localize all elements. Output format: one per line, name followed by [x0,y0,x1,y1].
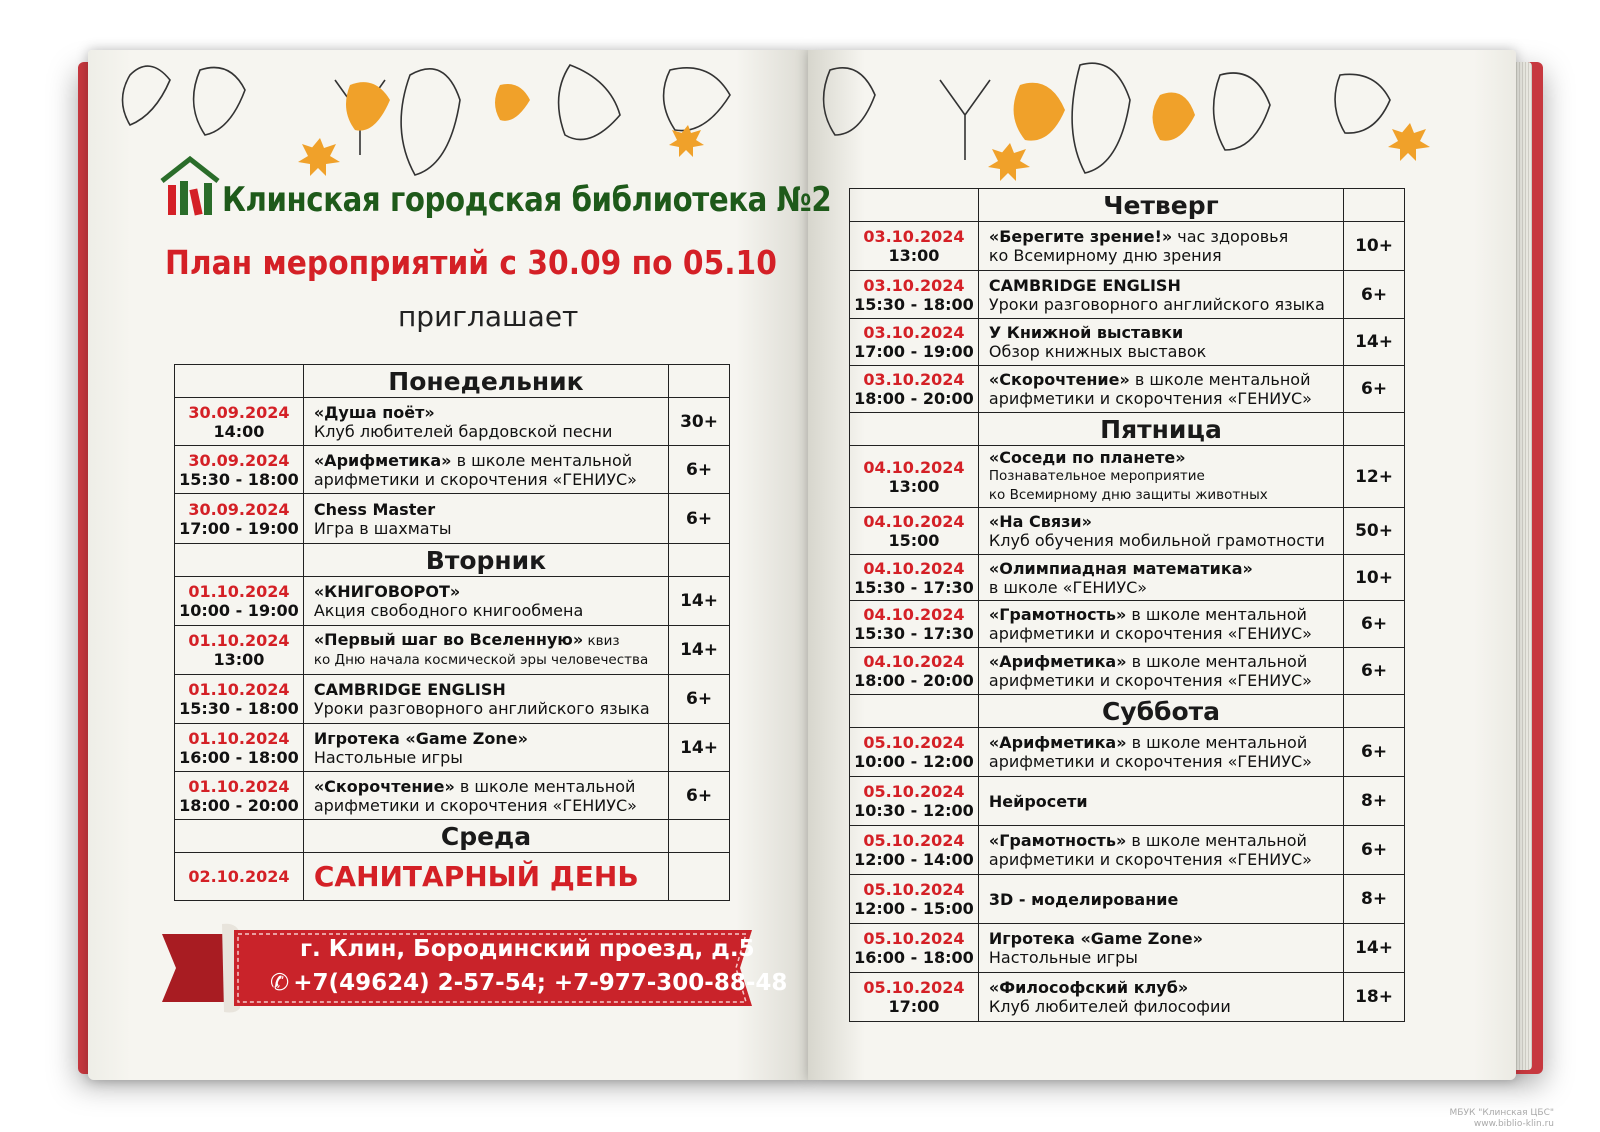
event-date: 03.10.2024 [863,323,965,342]
event-time: 13:00 [888,246,940,265]
event-desc: арифметики и скорочтения «ГЕНИУС» [988,752,1312,771]
event-desc: Акция свободного книгообмена [313,601,584,620]
table-row [850,508,1405,555]
event-time: 17:00 - 19:00 [179,518,299,538]
event-desc: Настольные игры [313,747,463,767]
event-date: 30.09.2024 [188,499,290,519]
event-age: 6+ [669,772,730,820]
phone-numbers: +7(49624) 2-57-54; +7-977-300-88-48 [293,970,788,996]
event-name-suffix: в школе ментальной [451,450,633,470]
table-row [175,577,730,626]
event-name-suffix: в школе ментальной [1126,605,1307,624]
event-time: 14:00 [213,421,265,441]
day-name: Суббота [978,695,1343,728]
event-name: «Скорочтение» [313,776,455,796]
event-date: 01.10.2024 [188,776,290,796]
event-date: 01.10.2024 [188,631,290,650]
event-desc-2: ко Всемирному дню защиты животных [988,487,1268,503]
event-name-suffix: в школе ментальной [1126,652,1308,671]
right-schedule-table [849,188,1405,1022]
table-row [850,826,1405,875]
event-desc: арифметики и скорочтения «ГЕНИУС» [313,469,637,489]
event-name-suffix: в школе ментальной [1129,370,1311,389]
event-name: Нейросети [988,791,1088,811]
event-name: CAMBRIDGE ENGLISH [988,275,1181,295]
event-age: 50+ [1344,508,1405,555]
table-row [175,675,730,724]
event-time: 10:00 - 19:00 [179,601,299,620]
day-header-monday [175,365,730,398]
day-name: Четверг [978,189,1343,222]
event-date: 05.10.2024 [863,733,965,752]
left-schedule-table [174,364,730,901]
event-name-suffix: час здоровья [1172,227,1289,246]
event-time: 12:00 - 14:00 [854,850,974,869]
event-name: Игротека «Game Zone» [313,728,528,748]
event-desc: Клуб любителей бардовской песни [313,421,613,441]
event-age: 6+ [1344,366,1405,413]
credit-org: МБУК "Клинская ЦБС" [1449,1108,1554,1118]
address: г. Клин, Бородинский проезд, д.5 [300,936,755,962]
event-time: 18:00 - 20:00 [179,795,299,815]
table-row [850,319,1405,366]
event-desc: Уроки разговорного английского языка [313,699,650,718]
event-name: «Арифметика» [988,652,1127,671]
plan-title: План мероприятий с 30.09 по 05.10 [165,243,777,282]
event-age: 6+ [1344,271,1405,319]
event-date: 30.09.2024 [188,450,290,470]
event-date: 04.10.2024 [863,652,965,671]
event-time: 16:00 - 18:00 [179,747,299,767]
table-row [850,366,1405,413]
event-time: 15:00 [888,531,940,550]
event-desc: Уроки разговорного английского языка [988,294,1325,314]
event-date: 01.10.2024 [188,728,290,748]
event-name: «Скорочтение» [988,370,1130,389]
event-age: 6+ [669,494,730,544]
event-desc: Клуб любителей философии [988,997,1231,1016]
event-age: 12+ [1344,446,1405,508]
table-row [850,924,1405,973]
table-row [850,601,1405,648]
event-age: 14+ [1344,924,1405,973]
event-age: 14+ [669,724,730,772]
event-age: 10+ [1344,222,1405,271]
table-row [175,724,730,772]
autumn-leaves-right [800,55,1460,185]
table-row [175,626,730,675]
credit-site: www.biblio-klin.ru [1473,1119,1554,1129]
event-time: 10:00 - 12:00 [854,752,974,771]
event-date: 05.10.2024 [863,880,965,899]
event-name: «Арифметика» [988,733,1127,752]
event-time: 17:00 [888,997,940,1016]
day-name: Среда [303,820,668,853]
event-desc: Игра в шахматы [313,518,452,538]
event-age: 6+ [1344,728,1405,777]
event-name-suffix: в школе ментальной [1126,831,1307,850]
event-age: 6+ [1344,601,1405,648]
event-date: 04.10.2024 [863,558,965,578]
event-desc: ко Всемирному дню зрения [988,246,1222,265]
event-age: 30+ [669,398,730,446]
event-date: 03.10.2024 [863,370,965,389]
event-age: 10+ [1344,555,1405,601]
event-time: 12:00 - 15:00 [854,899,974,918]
event-time: 13:00 [213,650,265,669]
event-name: «Берегите зрение!» [988,227,1173,246]
event-name: «Душа поёт» [313,402,435,422]
table-row [175,853,730,901]
day-header-thursday [850,189,1405,222]
event-time: 15:30 - 18:00 [179,469,299,489]
event-name: У Книжной выставки [988,323,1184,342]
day-name: Пятница [978,413,1343,446]
event-desc: Клуб обучения мобильной грамотности [988,531,1325,550]
event-time: 15:30 - 18:00 [179,699,299,718]
event-age: 8+ [1344,777,1405,826]
day-header-saturday [850,695,1405,728]
event-desc: арифметики и скорочтения «ГЕНИУС» [988,389,1312,408]
event-name: «Грамотность» [988,831,1127,850]
event-date: 03.10.2024 [863,227,965,246]
event-desc: арифметики и скорочтения «ГЕНИУС» [313,795,637,815]
event-name: «Философский клуб» [988,978,1189,997]
event-name: «Соседи по планете» [988,448,1186,467]
day-header-friday [850,413,1405,446]
sanitary-day-note: САНИТАРНЫЙ ДЕНЬ [303,853,668,901]
event-age: 6+ [669,675,730,724]
table-row [850,875,1405,924]
event-desc: арифметики и скорочтения «ГЕНИУС» [988,624,1312,643]
event-desc: арифметики и скорочтения «ГЕНИУС» [988,850,1312,869]
event-date: 04.10.2024 [863,605,965,624]
event-name: «На Связи» [988,512,1092,531]
event-desc: в школе «ГЕНИУС» [988,577,1148,597]
event-time: 17:00 - 19:00 [854,342,974,361]
event-age: 14+ [669,577,730,626]
event-age: 18+ [1344,973,1405,1022]
event-desc: Обзор книжных выставок [988,342,1207,361]
event-age: 14+ [669,626,730,675]
table-row [175,772,730,820]
event-time: 15:30 - 18:00 [854,294,974,314]
event-time: 18:00 - 20:00 [854,389,974,408]
event-date: 05.10.2024 [863,929,965,948]
event-name: «Олимпиадная математика» [988,558,1253,578]
event-date: 05.10.2024 [863,782,965,801]
credit [1450,1108,1554,1130]
event-date: 04.10.2024 [863,457,965,477]
event-date: 01.10.2024 [188,582,290,601]
event-name: 3D - моделирование [988,889,1179,909]
day-name: Понедельник [303,365,668,398]
event-age: 6+ [669,446,730,494]
event-desc: арифметики и скорочтения «ГЕНИУС» [988,671,1312,690]
event-desc: Познавательное мероприятие [988,468,1205,484]
event-date: 05.10.2024 [863,831,965,850]
event-date: 01.10.2024 [188,680,290,699]
event-name-suffix: в школе ментальной [454,776,636,796]
table-row [850,777,1405,826]
event-desc: ко Дню начала космической эры человечества [313,652,649,668]
event-time: 16:00 - 18:00 [854,948,974,967]
phone-icon: ✆ [270,970,290,996]
event-name: «Грамотность» [988,605,1127,624]
event-time: 15:30 - 17:30 [854,624,974,643]
event-date: 04.10.2024 [863,512,965,531]
event-date: 05.10.2024 [863,978,965,997]
event-date: 30.09.2024 [188,402,290,422]
event-age: 8+ [1344,875,1405,924]
event-time: 18:00 - 20:00 [854,671,974,690]
event-name: Chess Master [313,499,436,519]
event-name: CAMBRIDGE ENGLISH [313,680,506,699]
event-desc: Настольные игры [988,948,1138,967]
event-name: «Арифметика» [313,450,452,470]
event-age: 14+ [1344,319,1405,366]
event-time: 15:30 - 17:30 [854,577,974,597]
event-name: «Первый шаг во Вселенную» [313,630,584,649]
day-header-tuesday [175,544,730,577]
event-age: 6+ [1344,826,1405,875]
table-row [175,494,730,544]
table-row [175,398,730,446]
event-name: «КНИГОВОРОТ» [313,582,461,601]
library-name: Клинская городская библиотека №2 [222,180,832,220]
event-name-suffix: квиз [583,633,620,649]
phones-line [270,970,787,996]
table-row [850,222,1405,271]
event-date: 02.10.2024 [188,867,290,886]
library-logo-icon [160,155,220,219]
table-row [850,271,1405,319]
event-date: 03.10.2024 [863,275,965,295]
event-name: Игротека «Game Zone» [988,929,1203,948]
table-row [850,446,1405,508]
event-name-suffix: в школе ментальной [1126,733,1308,752]
event-time: 10:30 - 12:00 [854,801,974,820]
table-row [850,973,1405,1022]
table-row [175,446,730,494]
table-row [850,728,1405,777]
invites-text: приглашает [398,300,579,333]
table-row [850,555,1405,601]
table-row [850,648,1405,695]
event-age: 6+ [1344,648,1405,695]
day-name: Вторник [303,544,668,577]
event-time: 13:00 [888,476,940,496]
day-header-wednesday [175,820,730,853]
